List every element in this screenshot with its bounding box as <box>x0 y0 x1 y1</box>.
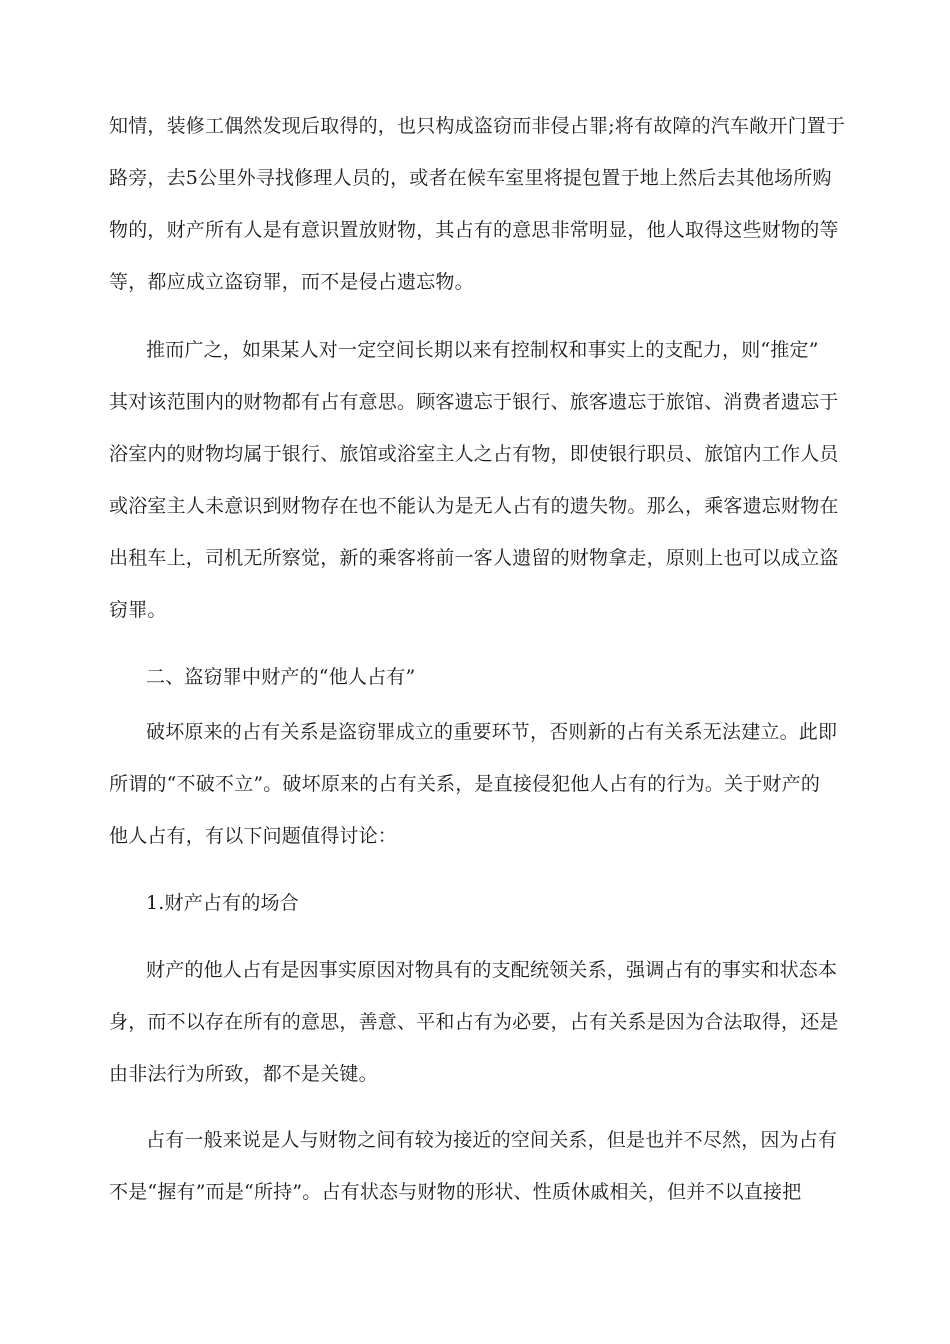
heading-text: 1.财产占有的场合 <box>146 892 299 914</box>
text-line: 所谓的“不破不立”。破坏原来的占有关系，是直接侵犯他人占有的行为。关于财产的 <box>109 773 821 795</box>
heading-text: 二、盗窃罪中财产的“他人占有” <box>146 666 416 688</box>
text-line: 占有一般来说是人与财物之间有较为接近的空间关系，但是也并不尽然，因为占有 <box>146 1129 838 1151</box>
text-line: 出租车上，司机无所察觉，新的乘客将前一客人遗留的财物拿走，原则上也可以成立盗 <box>109 547 839 569</box>
text-line: 路旁，去5公里外寻找修理人员的，或者在候车室里将提包置于地上然后去其他场所购 <box>109 167 832 189</box>
text-line: 其对该范围内的财物都有占有意思。顾客遗忘于银行、旅客遗忘于旅馆、消费者遗忘于 <box>109 391 839 413</box>
text-line: 或浴室主人未意识到财物存在也不能认为是无人占有的遗失物。那么，乘客遗忘财物在 <box>109 495 839 517</box>
text-line: 等，都应成立盗窃罪，而不是侵占遗忘物。 <box>109 271 474 293</box>
text-line: 财产的他人占有是因事实原因对物具有的支配统领关系，强调占有的事实和状态本 <box>146 959 838 981</box>
text-line: 窃罪。 <box>109 599 167 621</box>
text-line: 他人占有，有以下问题值得讨论： <box>109 825 398 847</box>
text-line: 由非法行为所致，都不是关键。 <box>109 1063 378 1085</box>
text-line: 不是“握有”而是“所持”。占有状态与财物的形状、性质休戚相关，但并不以直接把 <box>109 1181 802 1203</box>
text-line: 知情，装修工偶然发现后取得的，也只构成盗窃而非侵占罪;将有故障的汽车敞开门置于 <box>109 115 846 137</box>
text-line: 破坏原来的占有关系是盗窃罪成立的重要环节，否则新的占有关系无法建立。此即 <box>146 721 838 743</box>
text-line: 物的，财产所有人是有意识置放财物，其占有的意思非常明显，他人取得这些财物的等 <box>109 219 839 241</box>
text-line: 身，而不以存在所有的意思，善意、平和占有为必要，占有关系是因为合法取得，还是 <box>109 1011 839 1033</box>
text-line: 浴室内的财物均属于银行、旅馆或浴室主人之占有物，即使银行职员、旅馆内工作人员 <box>109 443 839 465</box>
text-line: 推而广之，如果某人对一定空间长期以来有控制权和事实上的支配力，则“推定” <box>146 339 819 361</box>
